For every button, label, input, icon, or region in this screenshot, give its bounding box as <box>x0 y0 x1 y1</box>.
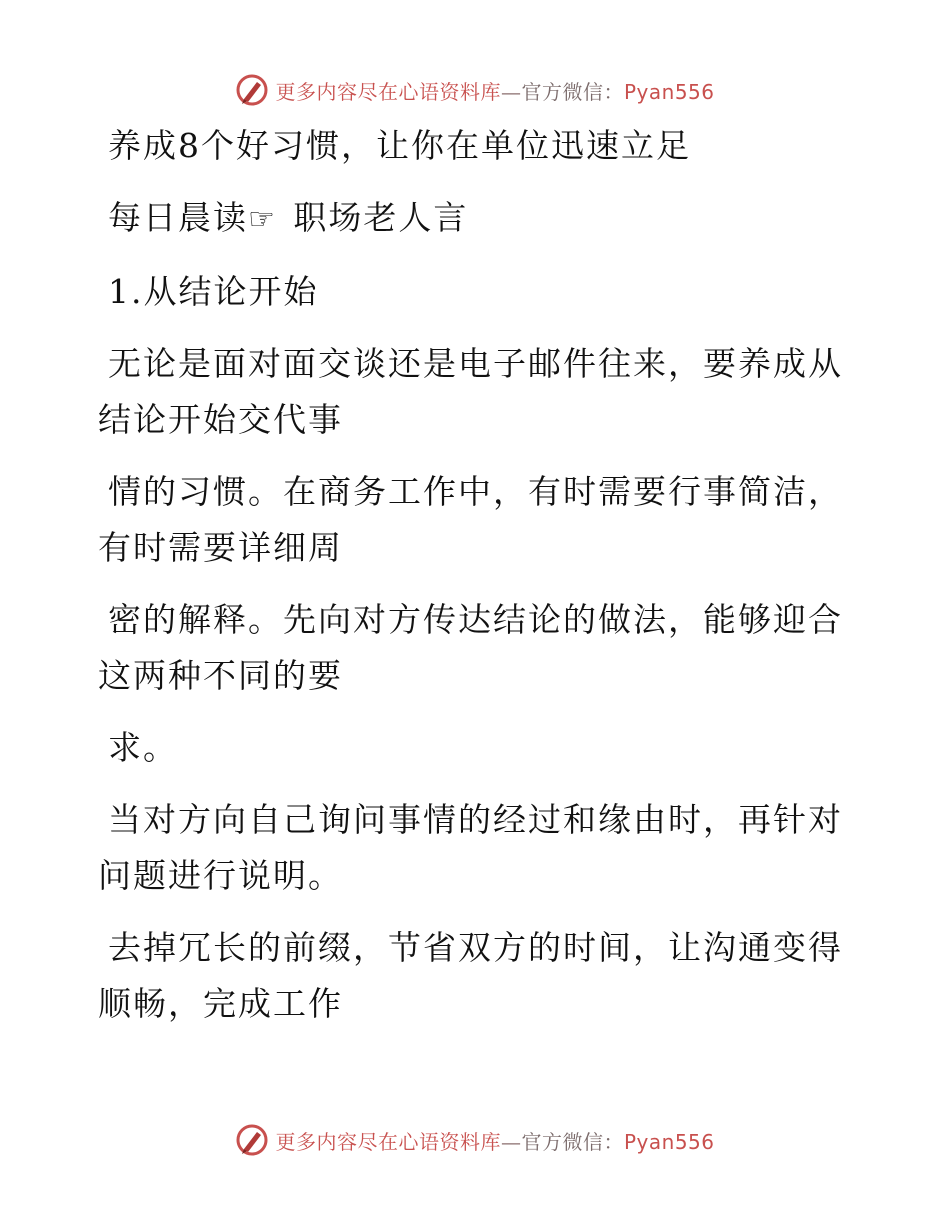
paragraph-line: 结论开始交代事 <box>98 400 343 439</box>
banner-separator: — <box>500 79 522 104</box>
paragraph-line: 有时需要详细周 <box>98 528 343 567</box>
pen-logo-icon <box>235 73 269 107</box>
banner-content <box>235 73 714 107</box>
subtitle-prefix: 每日晨读 <box>108 198 248 237</box>
paragraph-line: 顺畅，完成工作 <box>98 984 343 1023</box>
banner-wechat-label: 官方微信： <box>521 79 624 104</box>
subtitle-suffix: 职场老人言 <box>280 198 469 237</box>
paragraph-line: 密的解释。先向对方传达结论的做法，能够迎合 <box>108 600 843 639</box>
banner-wechat-id: Pyan556 <box>623 79 715 104</box>
banner-separator: — <box>500 1129 522 1154</box>
banner-text <box>275 1126 714 1155</box>
header-banner <box>0 70 950 110</box>
banner-main-text: 更多内容尽在心语资料库 <box>275 79 501 104</box>
paragraph-line: 求。 <box>108 728 178 767</box>
paragraph-line: 这两种不同的要 <box>98 656 343 695</box>
paragraph-line: 情的习惯。在商务工作中，有时需要行事简洁， <box>108 472 843 511</box>
paragraph-line: 问题进行说明。 <box>98 856 343 895</box>
paragraph-line: 去掉冗长的前缀，节省双方的时间，让沟通变得 <box>108 928 843 967</box>
document-title: 养成8个好习惯，让你在单位迅速立足 <box>108 126 691 165</box>
document-body <box>98 118 843 1032</box>
section-heading: 1.从结论开始 <box>108 272 319 311</box>
banner-main-text: 更多内容尽在心语资料库 <box>275 1129 501 1154</box>
banner-wechat-id: Pyan556 <box>623 1129 715 1154</box>
banner-content <box>235 1123 714 1157</box>
banner-wechat-label: 官方微信： <box>521 1129 624 1154</box>
document-subtitle <box>98 190 838 248</box>
paragraph-line: 无论是面对面交谈还是电子邮件往来，要养成从 <box>108 344 843 383</box>
pen-logo-icon <box>235 1123 269 1157</box>
pointing-hand-icon: ☞ <box>248 202 277 237</box>
banner-text <box>275 76 714 105</box>
paragraph-line: 当对方向自己询问事情的经过和缘由时，再针对 <box>108 800 843 839</box>
footer-banner <box>0 1120 950 1160</box>
